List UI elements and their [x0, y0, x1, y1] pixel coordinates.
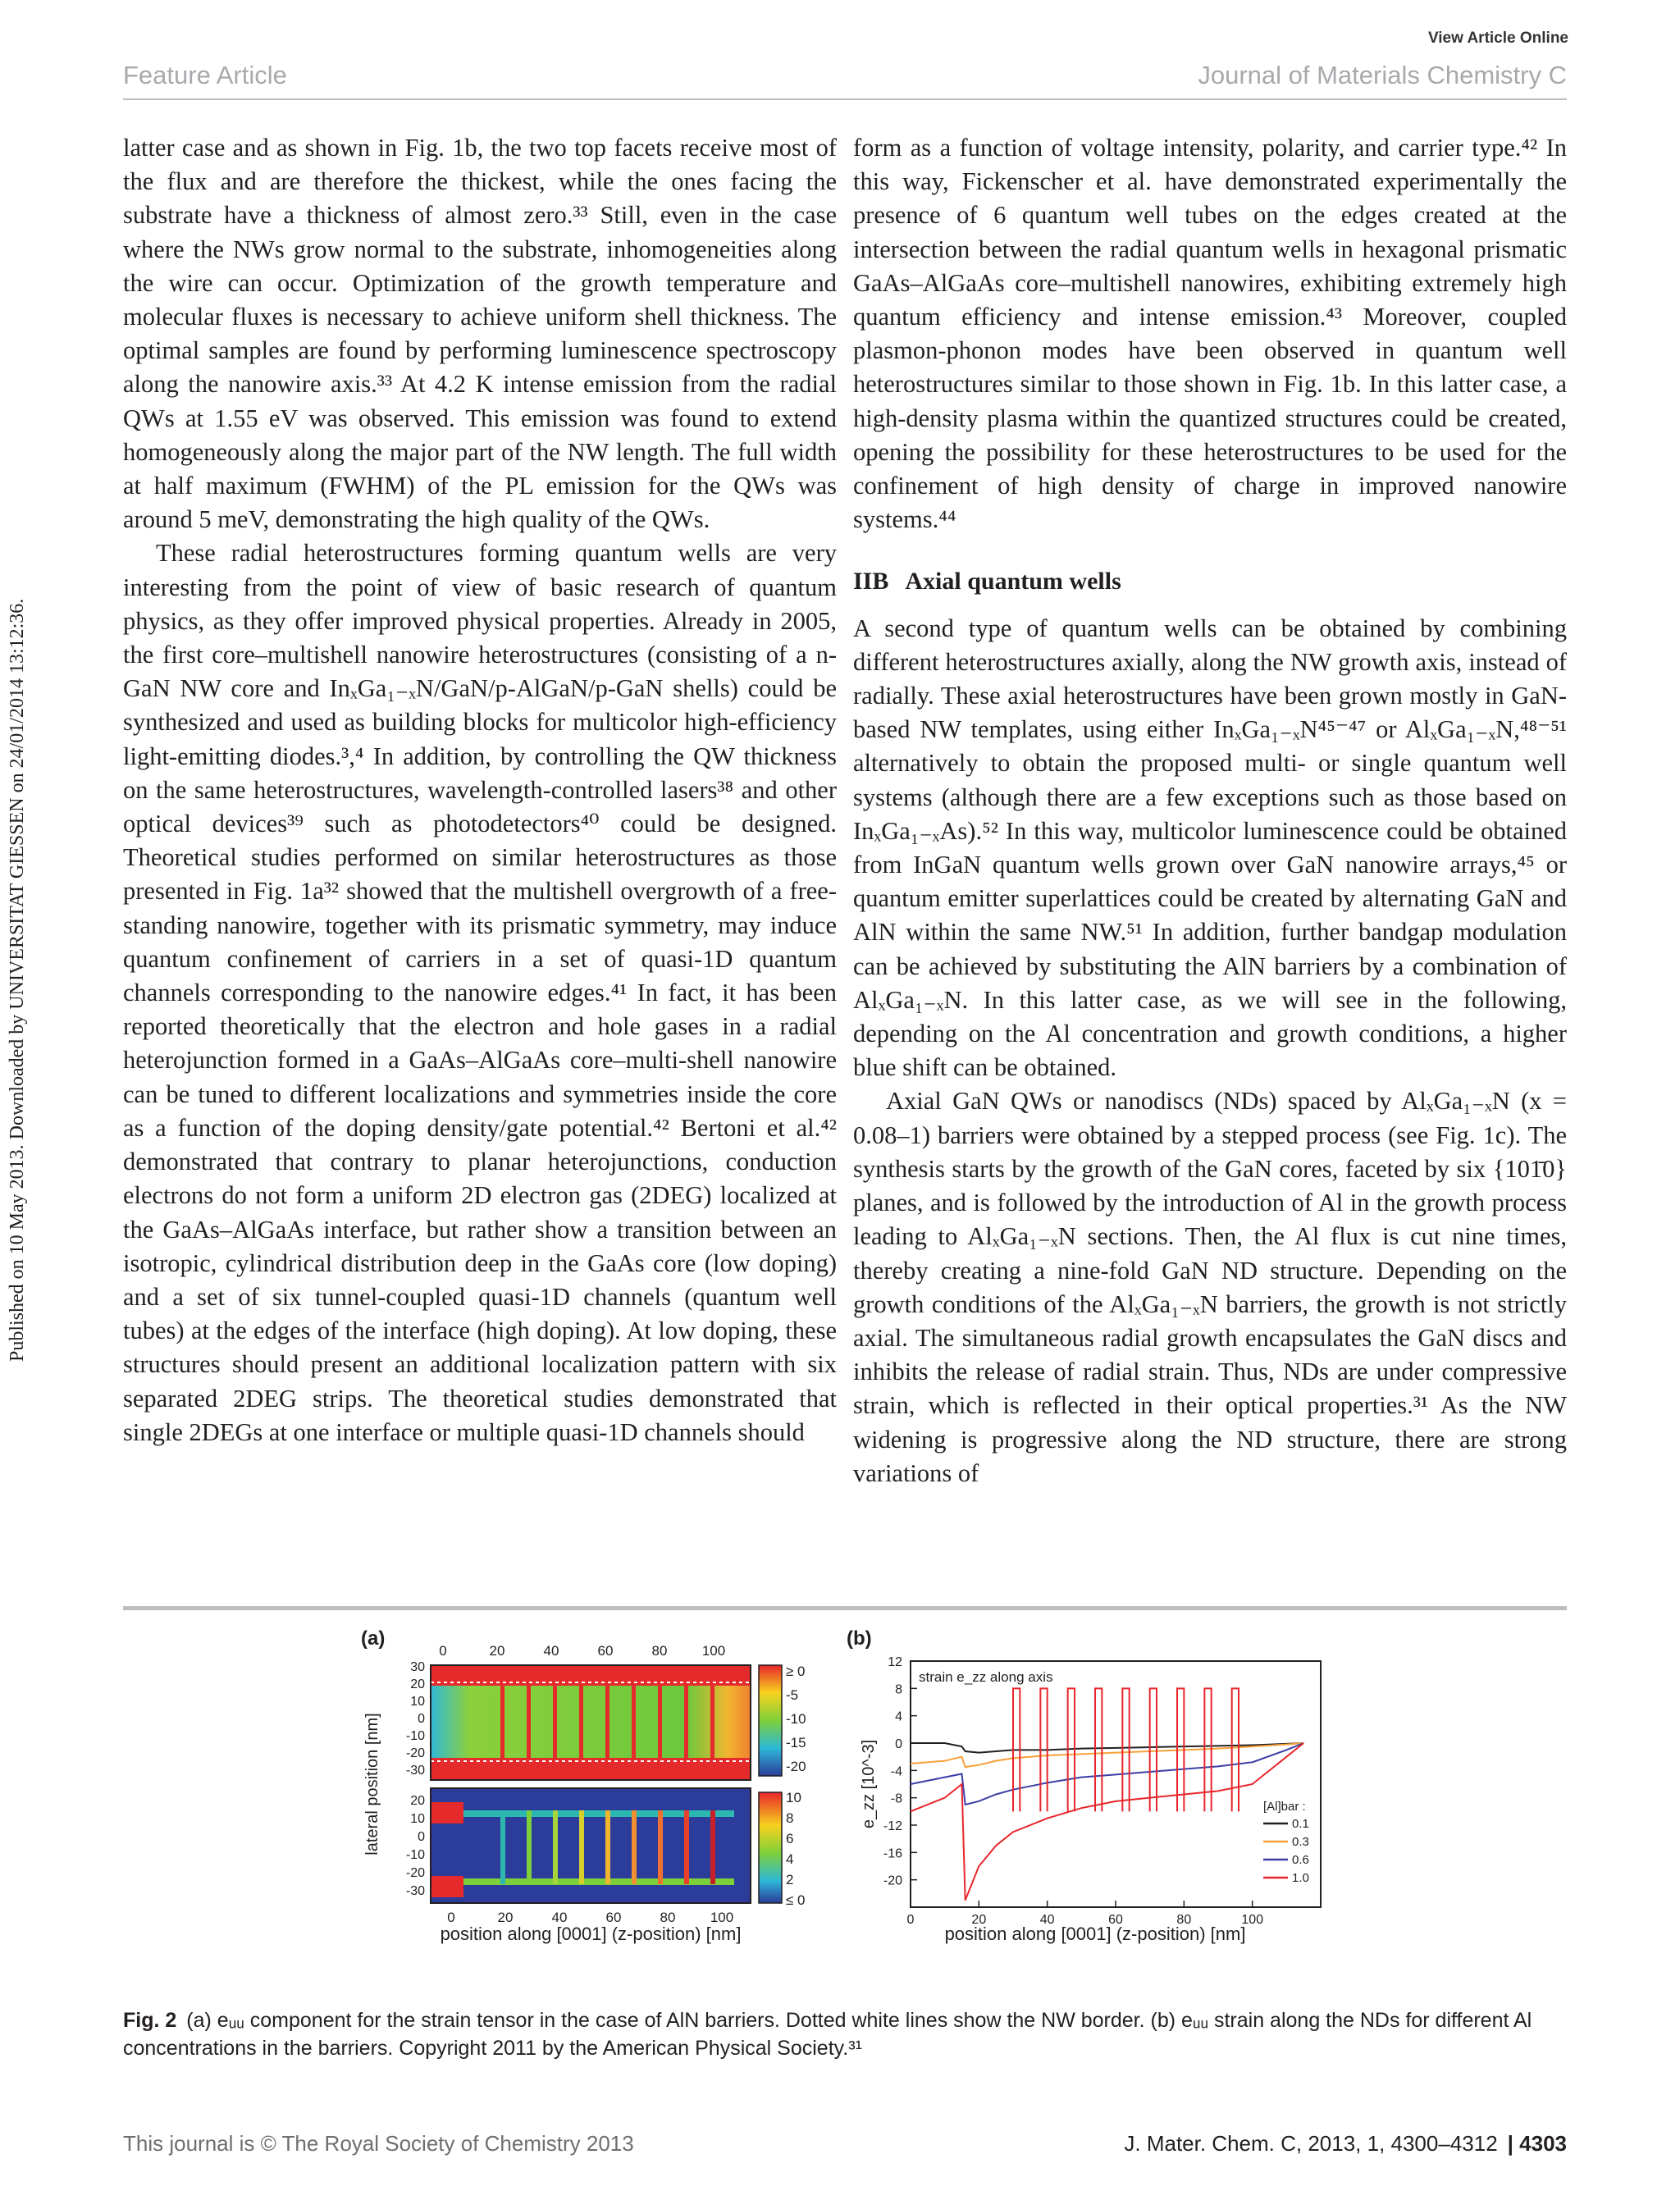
barrier-stripe [632, 1686, 636, 1758]
tick-label: 40 [551, 1910, 568, 1925]
legend-entry: 0.6 [1292, 1853, 1309, 1867]
colorbar-top [759, 1665, 782, 1776]
x-tick-label: 60 [1108, 1913, 1123, 1927]
y-tick-label: 4 [895, 1709, 902, 1724]
panel-a-bottom-y-ticks [406, 1794, 425, 1898]
tick-label: 20 [410, 1677, 425, 1691]
tick-label: -20 [405, 1866, 425, 1880]
panel-a-top-ticks [439, 1643, 725, 1659]
section-heading [853, 564, 1567, 598]
tick-label: 0 [439, 1643, 447, 1659]
running-head [123, 61, 1567, 100]
tick-label: 0 [418, 1712, 425, 1726]
barrier-stripe [579, 1810, 584, 1884]
barrier-stripe [605, 1686, 609, 1758]
tick-label: 30 [410, 1660, 425, 1674]
panel-b-label: (b) [847, 1628, 872, 1650]
barrier-stripe [553, 1686, 557, 1758]
panel-a-top-y-ticks [406, 1660, 425, 1778]
barrier-stripe [710, 1686, 714, 1758]
page-number: | 4303 [1507, 2131, 1567, 2156]
barrier-stripe [710, 1810, 715, 1884]
barrier-stripe [632, 1810, 637, 1884]
legend-entry: 0.3 [1292, 1835, 1309, 1849]
paragraph: latter case and as shown in Fig. 1b, the two top facets receive most of the flux and are therefore the thickest, while the ones facing the substrate have a thickness of almost zero.³³ Still, even in the case where the NWs grow normal to the substrate, inhomogeneities along the wire can occur. Optimization of the growth temperature and molecular fluxes is necessary to achieve uniform shell thickness. The optimal samples are found by performing luminescence spectroscopy along the nanowire axis.³³ At 4.2 K intense emission from the radial QWs at 1.55 eV was observed. This emission was found to extend homogeneously along the major part of the NW length. The full width at half maximum (FWHM) of the PL emission for the QWs was around 5 meV, demonstrating the high quality of the QWs. [123, 134, 837, 534]
colorbar-label: -15 [786, 1735, 806, 1750]
section-title: Axial quantum wells [905, 568, 1121, 596]
colorbar-bottom [759, 1792, 782, 1903]
plot-area [911, 1661, 1321, 1907]
colorbar-label: 2 [786, 1872, 794, 1887]
caption-text: (a) eᵤᵤ component for the strain tensor in the case of AlN barriers. Dotted white lines show the NW border. (b) eᵤᵤ strain along the NDs for different Al concentrations in the barriers. Copyright 2011 by the American Physical Society.³¹ [123, 2009, 1532, 2060]
colorbar-label: ≥ 0 [786, 1664, 806, 1679]
tick-label: 20 [497, 1910, 514, 1925]
x-tick-label: 0 [906, 1913, 915, 1927]
colorbar-bottom-labels [786, 1790, 806, 1908]
barrier-stripe [605, 1810, 610, 1884]
x-axis-label: position along [0001] (z-position) [nm] [944, 1924, 1246, 1944]
figure-divider [123, 1606, 1567, 1610]
section-number: IIB [853, 568, 889, 596]
y-tick-label: -12 [883, 1819, 902, 1833]
y-tick-label: -20 [883, 1874, 902, 1888]
paragraph: Axial GaN QWs or nanodiscs (NDs) spaced by AlₓGa₁₋ₓN (x = 0.08–1) barriers were obtained by a stepped process (see Fig. 1c). The synthesis starts by the growth of the GaN cores, faceted by six {101̄0} planes, and is followed by the introduction of Al in the growth process leading to AlₓGa₁₋ₓN sections. Then, the Al flux is cut nine times, thereby creating a nine-fold GaN ND structure. Depending on the growth conditions of the AlₓGa₁₋ₓN barriers, the growth is not strictly axial. The simultaneous radial growth encapsulates the GaN discs and inhibits the release of radial strain. Thus, NDs are under compressive strain, which is reflected in their optical properties.³¹ As the NW widening is progressive along the ND structure, there are strong variations of [853, 1087, 1567, 1487]
chart-title: strain e_zz along axis [919, 1669, 1053, 1685]
tick-label: 100 [701, 1643, 726, 1659]
barrier-stripe [527, 1686, 531, 1758]
tick-label: 60 [597, 1643, 614, 1659]
tick-label: -30 [405, 1884, 425, 1898]
tick-label: 80 [651, 1643, 668, 1659]
barrier-stripe [500, 1810, 505, 1884]
panel-a-label: (a) [361, 1628, 386, 1650]
tick-label: 80 [660, 1910, 676, 1925]
journal-name: Journal of Materials Chemistry C [1198, 61, 1567, 89]
view-article-online-link[interactable]: View Article Online [1427, 30, 1568, 47]
y-tick-label: 0 [895, 1737, 902, 1751]
tick-label: -30 [405, 1764, 425, 1778]
x-tick-label: 80 [1176, 1913, 1192, 1927]
download-stamp: Published on 10 May 2013. Downloaded by UNIVERSITAT GIESSEN on 24/01/2014 13:12:36. [7, 598, 28, 1362]
panel-a-top-map [431, 1665, 751, 1780]
x-tick-label: 40 [1039, 1913, 1055, 1927]
tick-label: 0 [418, 1830, 425, 1844]
y-tick-label: 12 [888, 1655, 902, 1669]
legend-entry: 0.1 [1292, 1817, 1309, 1831]
figure-2 [353, 1628, 1337, 1989]
y-axis-label: e_zz [10^-3] [860, 1739, 878, 1829]
x-tick-label: 100 [1241, 1913, 1264, 1927]
panel-a-xlabel: position along [0001] (z-position) [nm] [440, 1924, 742, 1944]
footer-citation [1124, 2131, 1567, 2157]
colorbar-label: -20 [786, 1759, 806, 1774]
colorbar-label: 10 [786, 1790, 801, 1805]
panel-a-ylabel: lateral position [nm] [363, 1713, 381, 1855]
tick-label: -10 [405, 1729, 425, 1743]
barrier-stripe [684, 1686, 688, 1758]
legend-title: [Al]bar : [1263, 1800, 1306, 1814]
panel-a-bottom-map [431, 1788, 751, 1903]
colorbar-label: -5 [786, 1687, 799, 1703]
tick-label: -10 [405, 1848, 425, 1862]
tick-label: -20 [405, 1746, 425, 1760]
x-tick-label: 20 [971, 1913, 987, 1927]
colorbar-label: 6 [786, 1831, 794, 1846]
figure-svg [353, 1628, 1337, 1989]
barrier-stripe [658, 1810, 663, 1884]
tick-label: 10 [410, 1812, 425, 1826]
barrier-stripe [553, 1810, 558, 1884]
tick-label: 60 [605, 1910, 622, 1925]
barrier-stripe [579, 1686, 583, 1758]
tick-label: 20 [410, 1794, 425, 1808]
y-tick-label: -8 [890, 1791, 902, 1806]
barrier-stripe [500, 1686, 504, 1758]
barrier-stripe [527, 1810, 532, 1884]
y-tick-label: -16 [883, 1846, 902, 1861]
tick-label: 10 [410, 1695, 425, 1709]
barrier-stripe [684, 1810, 689, 1884]
figure-caption [123, 2006, 1567, 2062]
y-tick-label: 8 [895, 1682, 902, 1697]
left-column [123, 131, 837, 1449]
paragraph: form as a function of voltage intensity, polarity, and carrier type.⁴² In this way, Fickenscher et al. have demonstrated experimentally the presence of 6 quantum well tubes on the edges created at the intersection between the radial quantum wells in hexagonal prismatic GaAs–AlGaAs core–multishell nanowires, exhibiting extremely high quantum efficiency and intense emission.⁴³ Moreover, coupled plasmon-phonon modes have been observed in quantum well heterostructures similar to those shown in Fig. 1b. In this latter case, a high-density plasma within the quantized structures could be created, opening the possibility for these heterostructures to be used for the confinement of high density of charge in improved nanowire systems.⁴⁴ [853, 134, 1567, 534]
section-type: Feature Article [123, 61, 287, 89]
paragraph: A second type of quantum wells can be obtained by combining different heterostructures axially, along the NW growth axis, instead of radially. These axial heterostructures have been grown mostly in GaN-based NW templates, using either InₓGa₁₋ₓN⁴⁵⁻⁴⁷ or AlₓGa₁₋ₓN,⁴⁸⁻⁵¹ alternatively to obtain the proposed multi- or single quantum well systems (although there are a few exceptions such as those based on InₓGa₁₋ₓAs).⁵² In this way, multicolor luminescence could be obtained from InGaN quantum wells grown over GaN nanowire arrays,⁴⁵ or quantum emitter superlattices could be created by alternating GaN and AlN within the same NW.⁵¹ In addition, further bandgap modulation can be achieved by substituting the AlN barriers by a combination of AlₓGa₁₋ₓN. In this latter case, as we will see in the following, depending on the Al concentration and growth conditions, a higher blue shift can be obtained. [853, 614, 1567, 1082]
right-column [853, 131, 1567, 1490]
tick-label: 40 [543, 1643, 559, 1659]
tick-label: 100 [710, 1910, 734, 1925]
citation: J. Mater. Chem. C, 2013, 1, 4300–4312 [1124, 2131, 1498, 2156]
footer-copyright: This journal is © The Royal Society of Chemistry 2013 [123, 2131, 634, 2156]
colorbar-label: -10 [786, 1711, 806, 1727]
paragraph: These radial heterostructures forming quantum wells are very interesting from the point of view of basic research of quantum physics, as they offer improved physical properties. Already in 2005, the first core–multishell nanowire heterostructures (consisting of a n-GaN NW core and InₓGa₁₋ₓN/GaN/p-AlGaN/p-GaN shells) could be synthesized and used as building blocks for multicolor high-efficiency light-emitting diodes.³,⁴ In addition, by controlling the QW thickness on the same heterostructures, wavelength-controlled lasers³⁸ and other optical devices³⁹ such as photodetectors⁴⁰ could be designed. Theoretical studies performed on similar heterostructures as those presented in Fig. 1a³² showed that the multishell overgrowth of a free-standing nanowire, together with its prismatic symmetry, may induce quantum confinement of carriers in a set of quasi-1D quantum channels corresponding to the nanowire edges.⁴¹ In fact, it has been reported theoretically that the electron and hole gases in a radial heterojunction formed in a GaAs–AlGaAs core–multi-shell nanowire can be tuned to different localizations and symmetries inside the core as a function of the doping density/gate potential.⁴² Bertoni et al.⁴² demonstrated that contrary to planar heterojunctions, conduction electrons do not form a uniform 2D electron gas (2DEG) localized at the GaAs–AlGaAs interface, but rather show a transition between an isotropic, cylindrical distribution deep in the GaAs core (low doping) and a set of six tunnel-coupled quasi-1D channels (quantum well tubes) at the edges of the interface (high doping). At low doping, these structures should present an additional localization pattern with six separated 2DEG strips. The theoretical studies demonstrated that single 2DEGs at one interface or multiple quasi-1D channels should [123, 539, 837, 1446]
colorbar-label: 4 [786, 1851, 794, 1867]
colorbar-top-labels [786, 1664, 806, 1774]
caption-label: Fig. 2 [123, 2009, 177, 2032]
legend-entry: 1.0 [1292, 1871, 1309, 1885]
colorbar-label: ≤ 0 [786, 1892, 806, 1908]
tick-label: 20 [489, 1643, 505, 1659]
colorbar-label: 8 [786, 1810, 794, 1826]
tick-label: 0 [447, 1910, 455, 1925]
barrier-stripe [658, 1686, 662, 1758]
y-tick-label: -4 [890, 1764, 902, 1779]
